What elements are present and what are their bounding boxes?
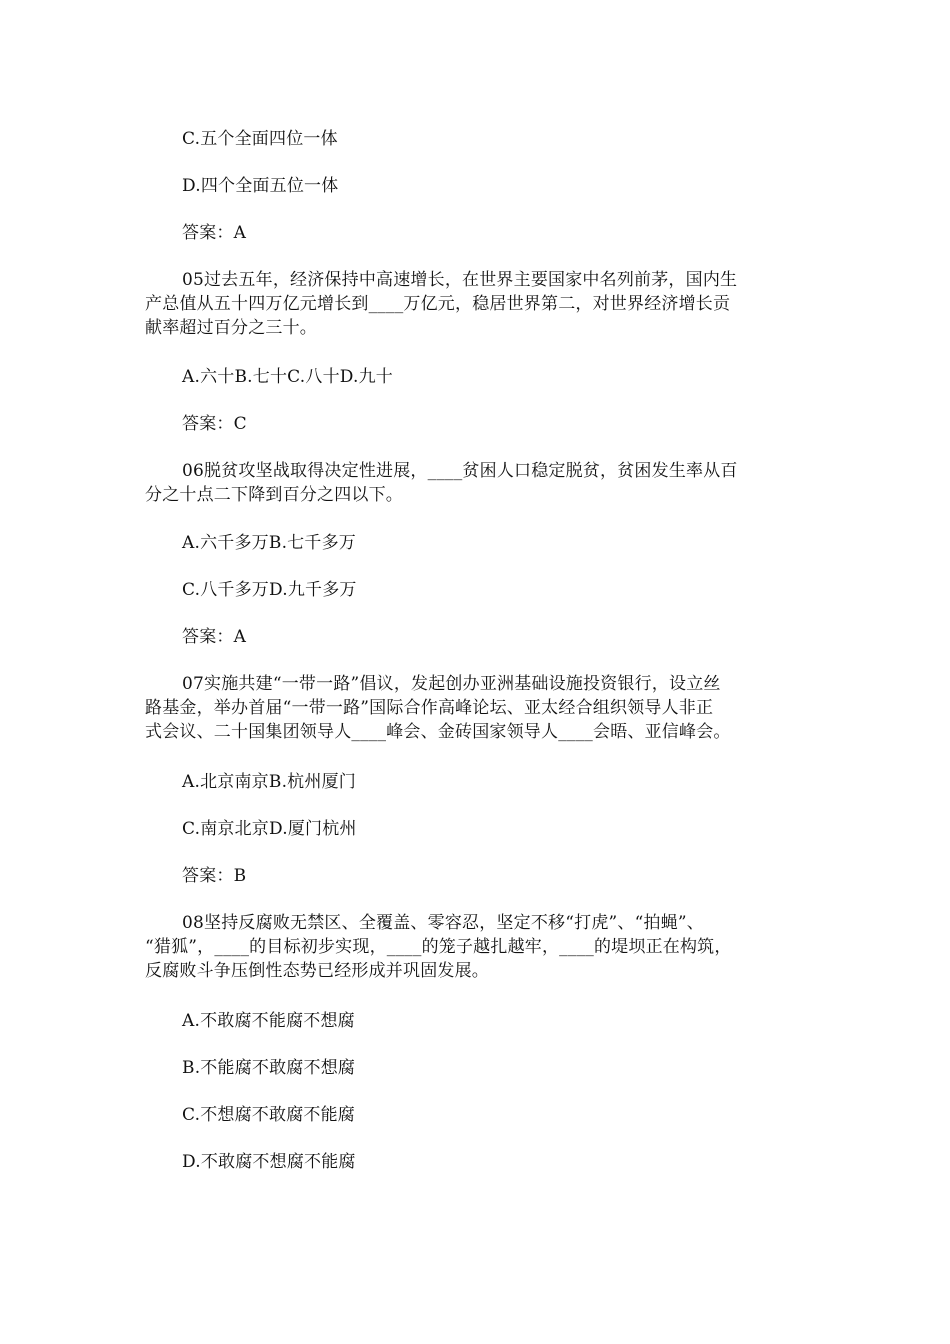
answer-q05: 答案：C: [182, 414, 247, 434]
options-q05: A.六十B.七十C.八十D.九十: [182, 367, 394, 387]
question-05-line-3: 献率超过百分之三十。: [145, 318, 317, 338]
question-06-line-1: 06脱贫攻坚战取得决定性进展，____贫困人口稳定脱贫，贫困发生率从百: [182, 461, 738, 481]
question-08-line-1: 08坚持反腐败无禁区、全覆盖、零容忍，坚定不移“打虎”、“拍蝇”、: [182, 913, 704, 933]
question-07-line-3: 式会议、二十国集团领导人____峰会、金砖国家领导人____会晤、亚信峰会。: [145, 722, 731, 742]
question-05-line-1: 05过去五年，经济保持中高速增长，在世界主要国家中名列前茅，国内生: [182, 270, 738, 290]
options-cd-q06: C.八千多万D.九千多万: [182, 580, 357, 600]
option-c-q08: C.不想腐不敢腐不能腐: [182, 1105, 356, 1125]
options-cd-q07: C.南京北京D.厦门杭州: [182, 819, 357, 839]
options-ab-q06: A.六千多万B.七千多万: [182, 533, 356, 553]
question-07-line-1: 07实施共建“一带一路”倡议，发起创办亚洲基础设施投资银行，设立丝: [182, 674, 721, 694]
option-c-q04: C.五个全面四位一体: [182, 129, 338, 149]
question-05-line-2: 产总值从五十四万亿元增长到____万亿元，稳居世界第二，对世界经济增长贡: [145, 294, 731, 314]
options-ab-q07: A.北京南京B.杭州厦门: [182, 772, 356, 792]
question-08-line-3: 反腐败斗争压倒性态势已经形成并巩固发展。: [145, 961, 489, 981]
option-b-q08: B.不能腐不敢腐不想腐: [182, 1058, 356, 1078]
option-a-q08: A.不敢腐不能腐不想腐: [182, 1011, 355, 1031]
question-06-line-2: 分之十点二下降到百分之四以下。: [145, 485, 403, 505]
answer-q06: 答案：A: [182, 627, 247, 647]
question-07-line-2: 路基金，举办首届“一带一路”国际合作高峰论坛、亚太经合组织领导人非正: [145, 698, 714, 718]
option-d-q08: D.不敢腐不想腐不能腐: [182, 1152, 356, 1172]
option-d-q04: D.四个全面五位一体: [182, 176, 339, 196]
answer-q07: 答案：B: [182, 866, 247, 886]
answer-q04: 答案：A: [182, 223, 247, 243]
question-08-line-2: “猎狐”，____的目标初步实现，____的笼子越扎越牢，____的堤坝正在构筑，: [145, 937, 732, 957]
